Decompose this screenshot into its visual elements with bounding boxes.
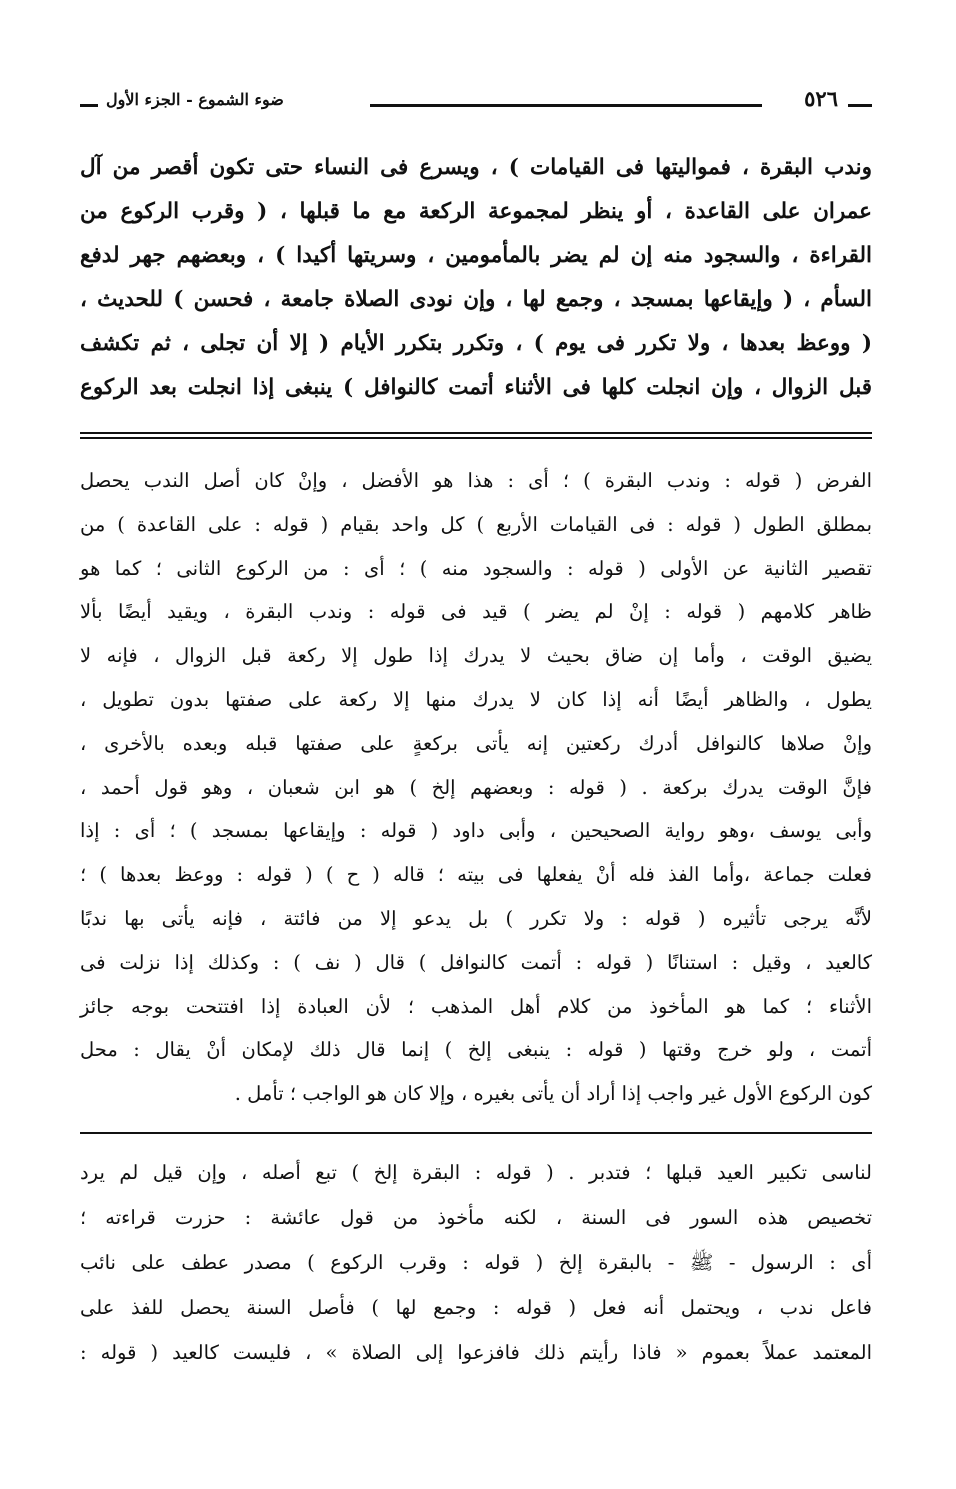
header-dash-right xyxy=(848,104,872,107)
main-line: السأم ، ( وإيقاعها بمسجد ، وجمع لها ، وإن نودى الصلاة جامعة ، فحسن ) للحديث ، xyxy=(80,287,872,312)
commentary-line: لأنَّه يرجى تأثيره ( قوله : ولا تكرر ) بل يدعو إلا من فائتة ، فإنه يأتى بها ندبًا xyxy=(80,906,872,930)
footnote-line: أى : الرسول - ﷺ - بالبقرة إلخ ( قوله : وقرب الركوع ) مصدر عطف على نائب xyxy=(80,1250,872,1274)
commentary-line: الأثناء ؛ كما هو المأخوذ من كلام أهل المذهب ؛ لأن العبادة إذا افتتحت بوجه جائز xyxy=(80,994,872,1018)
commentary-line: الفرض ( قوله : وندب البقرة ) ؛ أى : هذا هو الأفضل ، وإنْ كان أصل الندب يحصل xyxy=(80,469,872,492)
footnote-line: تخصيص هذه السور فى السنة ، لكنه مأخوذ من قول عائشة : حزرت قراءته ؛ xyxy=(80,1205,872,1229)
section-divider-single xyxy=(80,1132,872,1134)
main-line: ( ووعظ بعدها ، ولا تكرر فى يوم ) ، وتكرر بتكرر الأيام ( إلا أن تجلى ، ثم تكشف xyxy=(80,331,872,356)
running-title: ضوء الشموع - الجزء الأول xyxy=(106,90,284,109)
header-dash-left xyxy=(80,104,98,107)
commentary-line: يضيق الوقت ، وأما إن ضاق بحيث لا يدرك إذا طول إلا ركعة قبل الزوال ، فإنه لا xyxy=(80,644,872,668)
commentary-line: وأبى يوسف ،وهو رواية الصحيحين ، وأبى داود ( قوله : وإيقاعها بمسجد ) ؛ أى : إذا xyxy=(80,819,872,843)
commentary-line: وإنْ صلاها كالنوافل أدرك ركعتين إنه يأتى بركعةٍ على صفتها قبله وبعده بالأخرى ، xyxy=(80,731,872,755)
commentary-line: كون الركوع الأول غير واجب إذا أراد أن يأتى بغيره ، وإلا كان هو الواجب ؛ تأمل . xyxy=(234,1082,872,1106)
commentary-line: أتمت ، ولو خرج وقتها ( قوله : ينبغى إلخ ) إنما قال ذلك لإمكان أنْ يقال : محل xyxy=(80,1038,872,1062)
page-header xyxy=(80,78,872,118)
commentary-line: فعلت جماعة ،وأما الفذ فله أنْ يفعلها فى بيته ؛ قاله ( ح ) ( قوله : ووعظ بعدها ) ؛ xyxy=(80,863,872,887)
main-line: وندب البقرة ، فمواليتها فى القيامات ) ، ويسرع فى النساء حتى تكون أقصر من آل xyxy=(80,155,872,180)
commentary-line: ظاهر كلامهم ( قوله : إنْ لم يضر ) قيد فى قوله : وندب البقرة ، ويقيد أيضًا بألا xyxy=(80,600,872,624)
footnote-line: فاعل ندب ، ويحتمل أنه فعل ( قوله : وجمع لها ) فأصل السنة يحصل للفذ على xyxy=(80,1295,872,1319)
footnote-line: المعتمد عملاً بعموم « فاذا رأيتم ذلك فافزعوا إلى الصلاة » ، فليست كالعيد ( قوله : xyxy=(80,1340,872,1364)
book-page xyxy=(80,78,872,1375)
main-line: قبل الزوال ، وإن انجلت كلها فى الأثناء أتمت كالنوافل ) ينبغى إذا انجلت بعد الركوع xyxy=(80,375,872,400)
page-number: ٥٢٦ xyxy=(804,86,838,111)
main-line: عمران على القاعدة ، أو ينظر لمجموعة الركعة مع ما قبلها ، ( وقرب الركوع من xyxy=(80,199,872,224)
commentary-line: فإنَّ الوقت يدرك بركعة . ( قوله : وبعضهم إلخ ) هو ابن شعبان ، وهو قول أحمد ، xyxy=(80,775,872,799)
commentary-text xyxy=(80,459,872,1116)
main-text xyxy=(80,146,872,410)
commentary-line: يطول ، والظاهر أيضًا أنه إذا كان لا يدرك منها إلا ركعة على صفتها بدون تطويل ، xyxy=(80,687,872,711)
section-divider-double xyxy=(80,432,872,439)
commentary-line: بمطلق الطول ( قوله : فى القيامات الأربع ) كل واحد بقيام ( قوله : على القاعدة ) من xyxy=(80,512,872,536)
commentary-line: كالعيد ، وقيل : استنانًا ( قوله : أتمت كالنوافل ) قال ( نف ) : وكذلك إذا نزلت فى xyxy=(80,950,872,974)
footnote-line: لناسى تكبير العيد قبلها ؛ فتدبر . ( قوله : البقرة إلخ ) تبع أصله ، وإن قيل لم يرد xyxy=(80,1160,872,1184)
commentary-line: تقصير الثانية عن الأولى ( قوله : والسجود منه ) ؛ أى : من الركوع الثانى ؛ كما هو xyxy=(80,556,872,580)
footnote-text xyxy=(80,1150,872,1375)
header-rule xyxy=(370,104,762,107)
main-line: القراءة ، والسجود منه إن لم يضر بالمأمومين ، وسريتها أكيدا ) ، وبعضهم جهر لدفع xyxy=(80,243,872,268)
